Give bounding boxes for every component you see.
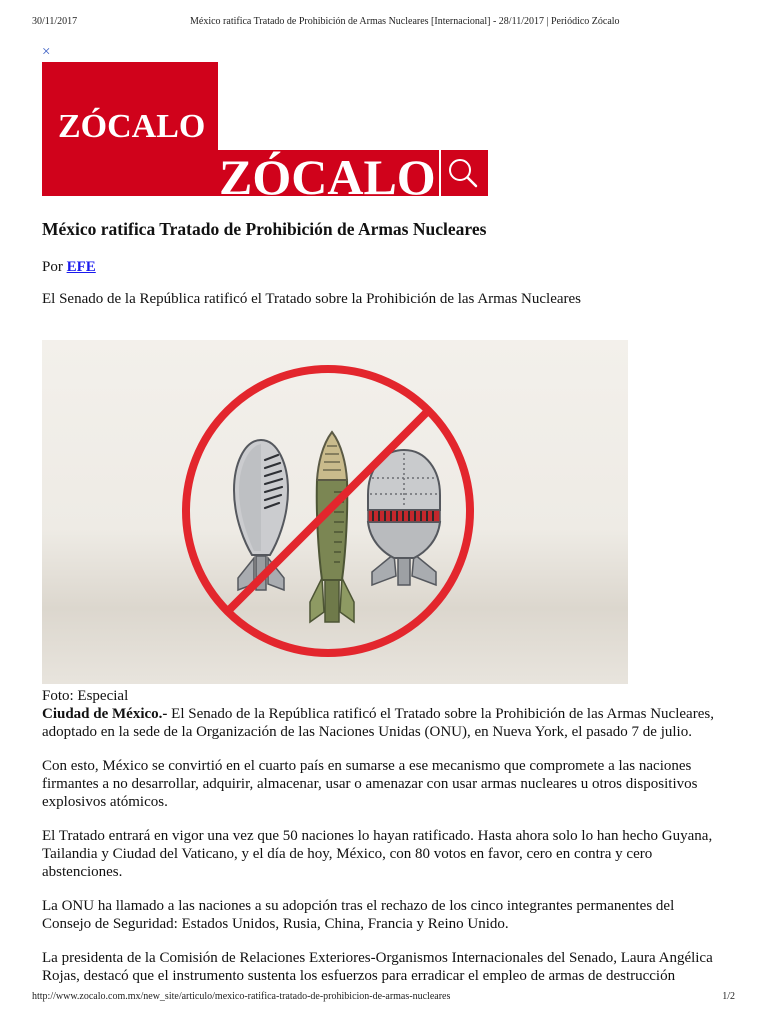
- byline: [42, 258, 96, 276]
- article-body: [42, 687, 722, 987]
- author-link[interactable]: EFE: [66, 259, 96, 275]
- paragraph-1: [42, 705, 722, 741]
- article-photo: [42, 340, 628, 684]
- paragraph-2: Con esto, México se convirtió en el cuarto país en sumarse a ese mecanismo que compromete a las naciones firmantes a no desarrollar, adquirir, almacenar, usar o amenazar con usar armas nucleares u otros dispositivos explosivos atómicos.: [42, 758, 698, 810]
- logo-small-block[interactable]: [42, 62, 218, 196]
- close-link[interactable]: ×: [42, 44, 51, 60]
- logo-large-block[interactable]: [218, 149, 488, 205]
- print-date: 30/11/2017: [32, 16, 78, 27]
- article-summary: El Senado de la República ratificó el Tratado sobre la Prohibición de las Armas Nucleares: [42, 291, 582, 307]
- paragraph-4: La ONU ha llamado a las naciones a su adopción tras el rechazo de los cinco integrantes permanentes del Consejo de Seguridad: Estados Unidos, Rusia, China, Francia y Reino Unido.: [42, 898, 675, 932]
- paragraph-1-text: El Senado de la República ratificó el Tratado sobre la Prohibición de las Armas Nucleares, adoptado en la sede de la Organización de las Naciones Unidas (ONU), en Nueva York, el pasado 7 de julio.: [42, 706, 714, 740]
- logo-large-text: ZÓCALO: [219, 149, 436, 205]
- search-button[interactable]: [442, 153, 482, 193]
- logo-separator: [439, 150, 441, 196]
- page-number: 1/2: [722, 991, 735, 1002]
- dateline: Ciudad de México.-: [42, 706, 168, 722]
- print-page-title: México ratifica Tratado de Prohibición de Armas Nucleares [Internacional] - 28/11/2017 | Periódico Zócalo: [190, 16, 620, 27]
- paragraph-5: La presidenta de la Comisión de Relaciones Exteriores-Organismos Internacionales del Senado, Laura Angélica Rojas, destacó que el instrumento sustenta los esfuerzos para erradicar el empleo de armas de destrucción: [42, 950, 713, 984]
- photo-credit: Foto: Especial: [42, 688, 129, 704]
- article-title: México ratifica Tratado de Prohibición de Armas Nucleares: [42, 219, 487, 239]
- search-icon: [442, 153, 482, 193]
- logo-small-text: ZÓCALO: [58, 108, 206, 145]
- print-url: http://www.zocalo.com.mx/new_site/articulo/mexico-ratifica-tratado-de-prohibicion-de-armas-nucleares: [32, 991, 451, 1002]
- byline-prefix: Por: [42, 259, 63, 275]
- paragraph-3: El Tratado entrará en vigor una vez que 50 naciones lo hayan ratificado. Hasta ahora solo lo han hecho Guyana, Tailandia y Ciudad del Vaticano, y el día de hoy, México, con 80 votos en favor, cero en contra y cero abstenciones.: [42, 828, 713, 880]
